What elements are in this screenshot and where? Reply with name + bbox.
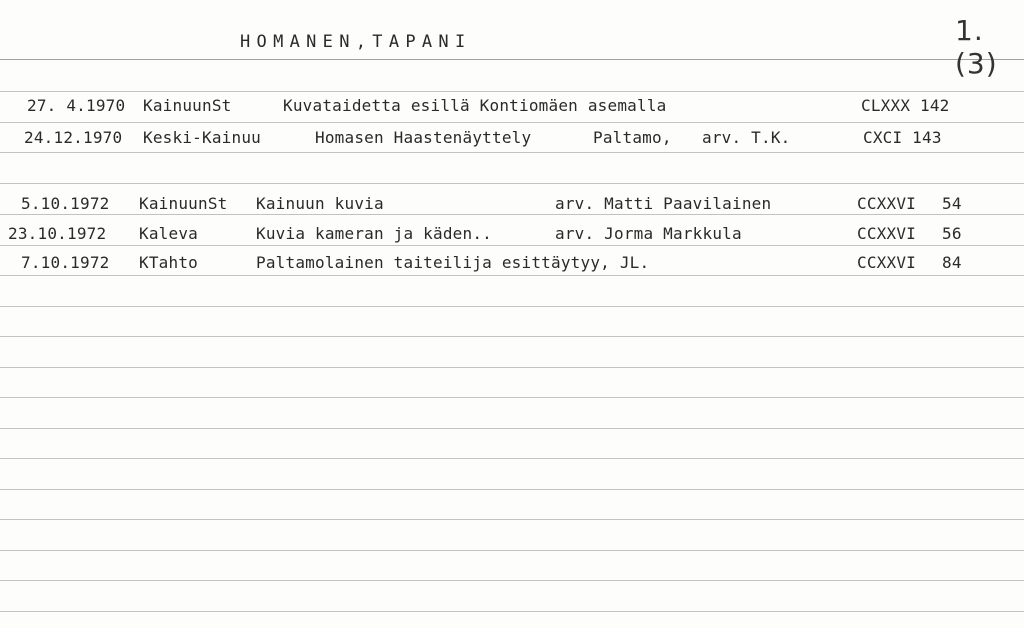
- entry-reviewer: arv. Matti Paavilainen: [555, 194, 772, 213]
- entry-date: 5.10.1972: [21, 194, 110, 213]
- card-rule: [0, 245, 1024, 246]
- card-rule: [0, 306, 1024, 307]
- card-rule: [0, 336, 1024, 337]
- card-rule: [0, 183, 1024, 184]
- card-rule: [0, 489, 1024, 490]
- entry-ref-volume: CCXXVI: [857, 253, 916, 272]
- entry-date: 27. 4.1970: [27, 96, 126, 115]
- card-rule: [0, 367, 1024, 368]
- entry-ref: CLXXX 142: [861, 96, 950, 115]
- entry-title: Kainuun kuvia: [256, 194, 384, 213]
- entry-ref: CXCI 143: [863, 128, 942, 147]
- card-rule: [0, 428, 1024, 429]
- card-rule: [0, 397, 1024, 398]
- card-top-rule: [0, 59, 1024, 60]
- entry-reviewer: arv. Jorma Markkula: [555, 224, 742, 243]
- card-rule: [0, 580, 1024, 581]
- card-rule: [0, 122, 1024, 123]
- entry-source: Kaleva: [139, 224, 198, 243]
- entry-source: KainuunSt: [139, 194, 228, 213]
- entry-ref-page: 56: [942, 224, 962, 243]
- entry-date: 24.12.1970: [24, 128, 123, 147]
- entry-ref-volume: CCXXVI: [857, 224, 916, 243]
- card-rule: [0, 152, 1024, 153]
- entry-place: Paltamo,: [593, 128, 672, 147]
- card-rule: [0, 458, 1024, 459]
- card-rule: [0, 550, 1024, 551]
- entry-source: KTahto: [139, 253, 198, 272]
- page-number: 1.(3): [955, 14, 998, 80]
- entry-source: KainuunSt: [143, 96, 232, 115]
- entry-title: Homasen Haastenäyttely: [315, 128, 532, 147]
- card-rule: [0, 214, 1024, 215]
- entry-ref-page: 84: [942, 253, 962, 272]
- entry-title: Kuvataidetta esillä Kontiomäen asemalla: [283, 96, 667, 115]
- entry-reviewer: arv. T.K.: [702, 128, 791, 147]
- entry-date: 23.10.1972: [8, 224, 107, 243]
- entry-title: Paltamolainen taiteilija esittäytyy, JL.: [256, 253, 650, 272]
- entry-title: Kuvia kameran ja käden..: [256, 224, 492, 243]
- entry-ref-page: 54: [942, 194, 962, 213]
- card-rule: [0, 519, 1024, 520]
- entry-source: Keski-Kainuu: [143, 128, 261, 147]
- card-name: HOMANEN,TAPANI: [240, 32, 472, 52]
- card-rule: [0, 275, 1024, 276]
- entry-ref-volume: CCXXVI: [857, 194, 916, 213]
- entry-date: 7.10.1972: [21, 253, 110, 272]
- card-rule: [0, 91, 1024, 92]
- card-rule: [0, 611, 1024, 612]
